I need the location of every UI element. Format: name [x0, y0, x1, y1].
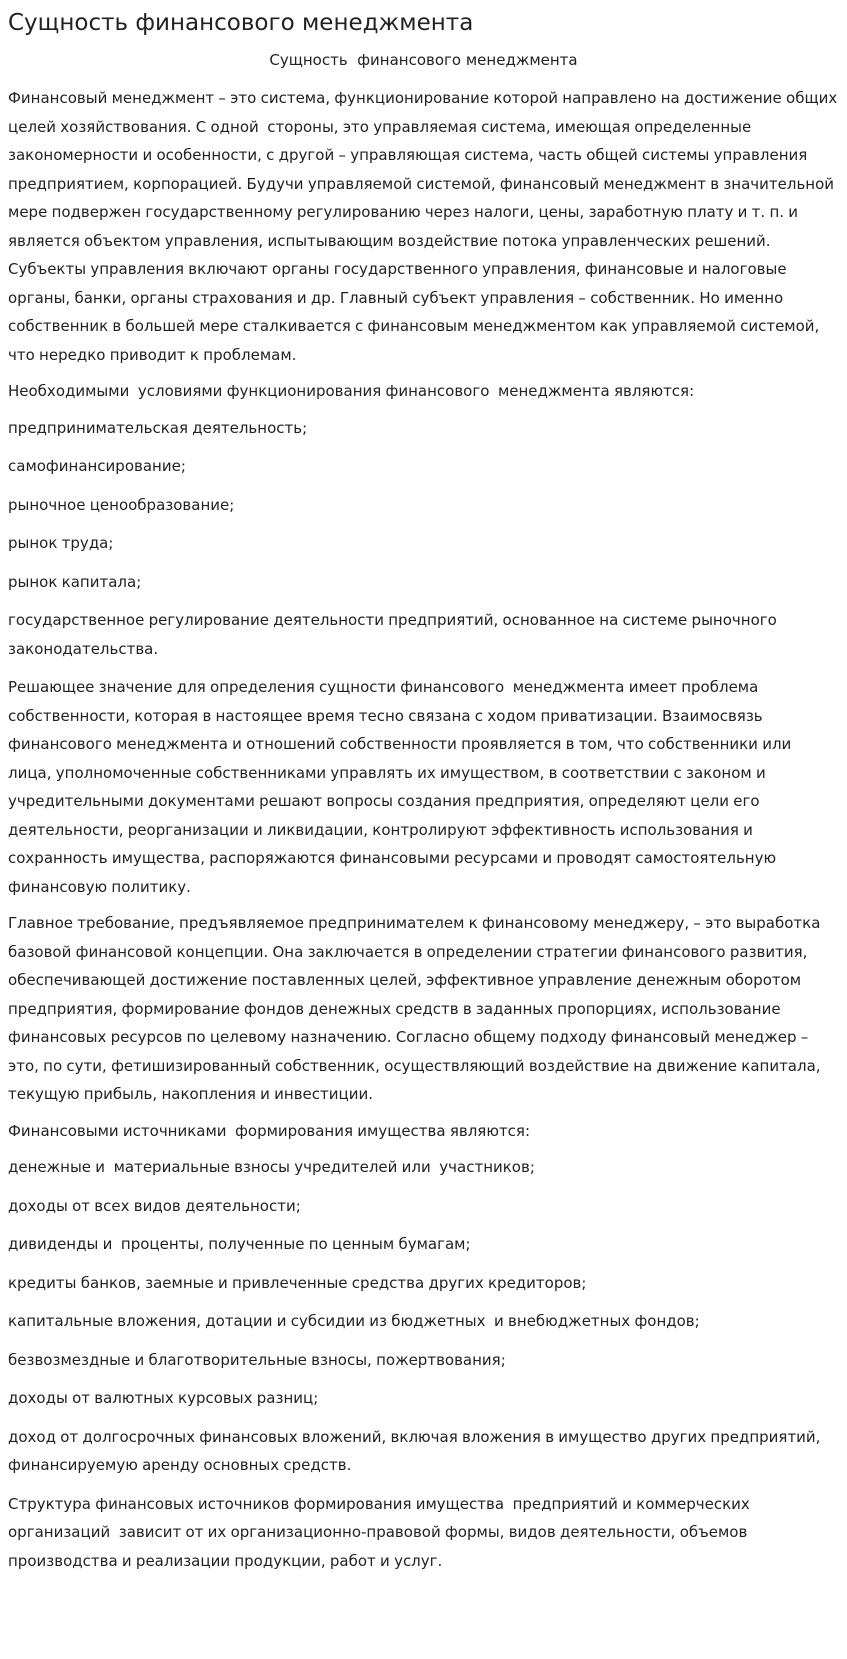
sources-item: доходы от валютных курсовых разниц; — [8, 1389, 319, 1407]
paragraph-structure: Структура финансовых источников формирования имущества предприятий и коммерческих организаций зависит от их организационно-правовой формы, видов деятельности, объемов производства и реализации продукции, работ и услуг. — [8, 1494, 755, 1570]
paragraph-ownership: Решающее значение для определения сущности финансового менеджмента имеет проблема собственности, которая в настоящее время тесно связана с ходом приватизации. Взаимосвязь финансового менеджмента и отношений собственности проявляется в том, что собственники или лица, уполномоченные собственниками управлять их имуществом, в соответствии с законом и учредительными документами решают вопросы создания предприятия, определяют цели его деятельности, реорганизации и ликвидации, контролируют эффективность использования и сохранность имущества, распоряжаются финансовыми ресурсами и проводят самостоятельную финансовую политику. — [8, 678, 796, 896]
sources-intro: Финансовыми источниками формирования имущества являются: — [8, 1121, 531, 1140]
sources-item: доходы от всех видов деятельности; — [8, 1196, 301, 1215]
paragraph-intro: Финансовый менеджмент – это система, функционирование которой направлено на достижение общих целей хозяйствования. С одной стороны, это управляемая система, имеющая определенные закономерности и особенности, с другой – управляющая система, часть общей системы управления предприятием, корпорацией. Будучи управляемой системой, финансовый менеджмент в значительной мере подвержен государственному регулированию через налоги, цены, заработную плату и т. п. и является объектом управления, испытывающим воздействие потока управленческих решений. Субъекты управления включают органы государственного управления, финансовые и налоговые органы, банки, органы страхования и др. Главный субъект управления – собственник. Но именно собственник в большей мере сталкивается с финансовым менеджментом как управляемой системой, что нередко приводит к проблемам. — [8, 89, 846, 364]
sources-item: кредиты банков, заемные и привлеченные средства других кредиторов; — [8, 1273, 587, 1292]
sources-item: доход от долгосрочных финансовых вложений, включая вложения в имущество других предприятий, финансируемую аренду основных средств. — [8, 1427, 825, 1474]
sources-item: капитальные вложения, дотации и субсидии из бюджетных и внебюджетных фондов; — [8, 1312, 700, 1330]
sources-item: дивиденды и проценты, полученные по ценным бумагам; — [8, 1235, 471, 1253]
paragraph-requirement: Главное требование, предъявляемое предпринимателем к финансовому менеджеру, – это выработка базовой финансовой концепции. Она заключается в определении стратегии финансового развития, обеспечивающей достижение поставленных целей, эффективное управление денежным оборотом предприятия, формирование фондов денежных средств в заданных пропорциях, использование финансовых ресурсов по целевому назначению. Согласно общему подходу финансовый менеджер – это, по сути, фетишизированный собственник, осуществляющий воздействие на движение капитала, текущую прибыль, накопления и инвестиции. — [8, 914, 825, 1103]
conditions-item: предпринимательская деятельность; — [8, 418, 308, 437]
conditions-intro: Необходимыми условиями функционирования финансового менеджмента являются: — [8, 382, 695, 400]
conditions-item: самофинансирование; — [8, 457, 186, 475]
conditions-item: государственное регулирование деятельности предприятий, основанное на системе рыночного законодательства. — [8, 611, 782, 658]
conditions-item: рыночное ценообразование; — [8, 495, 235, 514]
sources-item: безвозмездные и благотворительные взносы, пожертвования; — [8, 1350, 506, 1369]
sources-item: денежные и материальные взносы учредителей или участников; — [8, 1158, 535, 1176]
conditions-item: рынок капитала; — [8, 572, 142, 591]
page-title: Сущность финансового менеджмента — [8, 10, 474, 36]
document-subtitle: Сущность финансового менеджмента — [269, 51, 578, 69]
conditions-item: рынок труда; — [8, 534, 114, 552]
